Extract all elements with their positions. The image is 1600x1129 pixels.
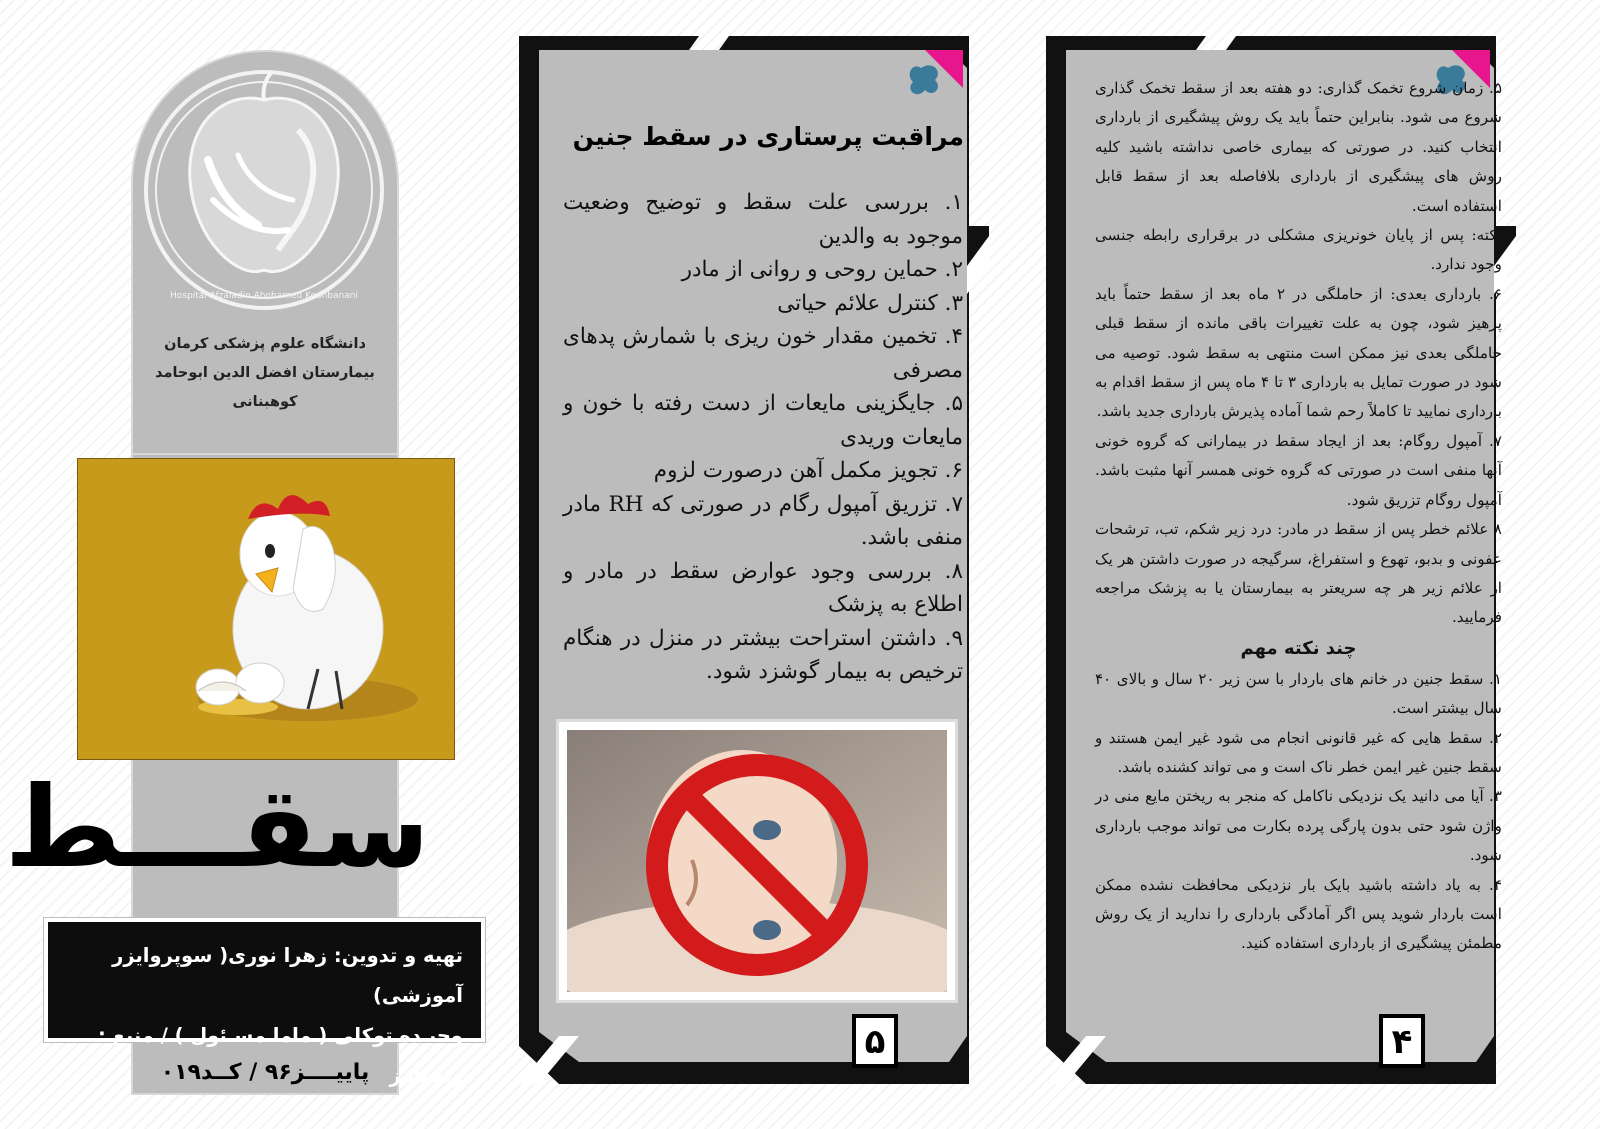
hospital-name: بیمارستان افضل الدین ابوحامد کوهبنانی [155,365,375,410]
season-code: پاییــــز۹۶ / کــد۰۱۹ [160,1060,370,1085]
credits-line-1: تهیه و تدوین: زهرا نوری( سوپروایزر آموزشی) [112,944,463,1007]
care-item-9: ۹. داشتن استراحت بیشتر در منزل در هنگام ترخیص به بیمار گوشزد شود. [563,625,963,684]
page4-paragraph-rhogam: ۷. آمپول روگام: بعد از ایجاد سقط در بیمارانی که گروه خونی آنها منفی است در صورتی که گروه خونی همسر آنها مثبت باشد. آمپول روگام تزریق شود. [1095,431,1502,509]
care-item-4: ۴. تخمین مقدار خون ریزی با شمارش پدهای مصرفی [563,324,963,383]
care-item-7: ۷. تزریق آمپول رگام در صورتی که RH مادر منفی باشد. [563,491,964,550]
page4-note-3: ۳. آیا می دانید یک نزدیکی ناکامل که منجر به ریختن مایع منی در واژن شود حتی بدون پارگی پرده بکارت می تواند موجب بارداری شود. [1095,787,1502,865]
page4-note-1: ۱. سقط جنین در خانم های باردار با سن زیر ۲۰ سال و بالای ۴۰ سال بیشتر است. [1095,669,1502,718]
page4-number: ۴ [1379,1014,1425,1068]
care-item-1: ۱. بررسی علت سقط و توضیح وضعیت موجود به والدین [563,190,963,249]
credits-line-2: وحیـده توکلی ( ماما مسـئول ) / منبع : ویلـیامز [98,1024,463,1087]
crying-hen-illustration [77,458,455,760]
page4-paragraph-ovulation: ۵. زمان شروع تخمک گذاری: دو هفته بعد از سقط تخمک گذاری شروع می شود. بنابراین حتماً باید یک روش پیشگیری از بارداری انتخاب کنید. در صورتی که بیماری خاصی نداشته باشید کلیه روش های پیشگیری از بارداری بلافاصله بعد از سقط قابل استفاده است. [1095,79,1502,215]
care-item-5: ۵. جایگزینی مایعات از دست رفته با خون و مایعات وریدی [563,391,963,450]
care-item-6: ۶. تجویز مکمل آهن درصورت لزوم [653,458,963,483]
care-item-3: ۳. کنترل علائم حیاتی [777,290,963,316]
page4-body [1095,74,1502,959]
page4-note-4: ۴. به یاد داشته باشید بایک بار نزدیکی محافظت نشده ممکن است باردار شوید پس اگر آمادگی بارداری را ندارید از یک روش مطمئن پیشگیری از بارداری استفاده کنید. [1095,875,1502,953]
page4-note-2: ۲. سقط هایی که غیر قانونی انجام می شود غیر ایمن هستند و سقط جنین غیر ایمن خطر ناک است و می تواند کشنده باشد. [1095,728,1502,776]
page4-notes-heading: چند نکته مهم [1240,637,1357,659]
care-item-2: ۲. حماین روحی و روانی از مادر [681,257,963,282]
logo-english-text: Hospital Afzaladin Abohamed Koohbanani [170,291,358,301]
page5-number: ۵ [852,1014,898,1068]
care-item-8: ۸. بررسی وجود عوارض سقط در مادر و اطلاع به پزشک [563,558,963,617]
hen-drawing [78,459,454,759]
baby-photo-drawing [567,730,947,992]
university-block [131,330,399,417]
baby-prohibition-photo [556,719,958,1003]
page4-paragraph-note: نکته: پس از پایان خونریزی مشکلی در برقراری رابطه جنسی وجود ندارد. [1095,226,1502,274]
page5-care-list [563,186,963,689]
page5-corner-ornament [903,50,963,110]
page5-title: مراقبت پرستاری در سقط جنین [572,122,964,151]
university-name: دانشگاه علوم پزشکی کرمان [164,336,366,352]
page4-paragraph-next-pregnancy: ۶. بارداری بعدی: از حاملگی در ۲ ماه بعد از سقط حتماً باید پرهیز شود، چون به علت تغییرات باقی مانده از سقط قبلی حاملگی بعدی نیز ممکن است منتهی به سقط شود. توصیه می شود در صورت تمایل به بارداری ۳ تا ۴ ماه پس از سقط اقدام به بارداری نمایید تا کاملاً رحم شما آماده پذیرش بارداری جدید باشد. [1095,284,1502,421]
page4-paragraph-danger-signs: ۸ علائم خطر پس از سقط در مادر: درد زیر شکم، تب، ترشحات عفونی و بدبو، تهوع و استفراغ، سرگیجه در صورت داشتن هر یک از علائم زیر هر چه سریعتر به بیمارستان یا به پزشک مراجعه فرمایید. [1095,520,1502,627]
hospital-logo [138,60,390,312]
cover-title: سقـــط [4,763,430,893]
